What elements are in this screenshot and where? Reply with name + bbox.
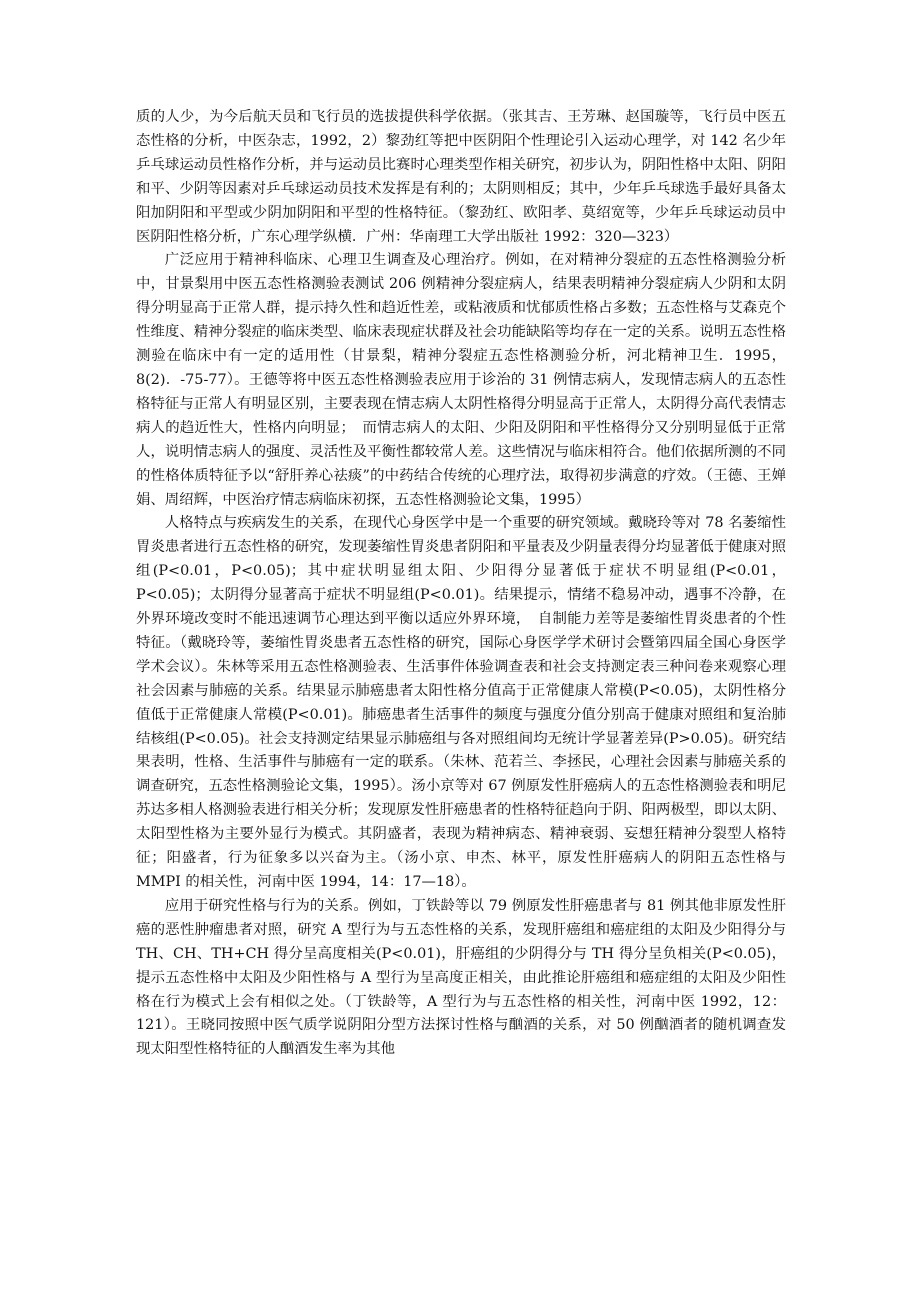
paragraph-continuation: 质的人少，为今后航天员和飞行员的选拔提供科学依据。（张其吉、王芳琳、赵国璇等，飞行员中医五态性格的分析，中医杂志，1992，2）黎劲红等把中医阴阳个性理论引入运动心理学，对 142 名少年乒乓球运动员性格作分析，并与运动员比赛时心理类型作相关研究，初步认为，阴阳性格中太阳、阴阳和平、少阴等因素对乒乓球运动员技术发挥是有利的；太阴则相反；其中，少年乒乓球选手最好具备太阳加阴阳和平型或少阴加阴阳和平型的性格特征。（黎劲红、欧阳孝、莫绍宽等，少年乒乓球运动员中医阴阳性格分析，广东心理学纵横．广州：华南理工大学出版社 1992：320—323）: [136, 109, 786, 245]
paragraph-personality-behavior: 应用于研究性格与行为的关系。例如，丁铁龄等以 79 例原发性肝癌患者与 81 例其他非原发性肝癌的恶性肿瘤患者对照，研究 A 型行为与五态性格的关系，发现肝癌组和癌症组的太阳及少阳得分与 TH、CH、TH+CH 得分呈高度相关(P<0.01)，肝癌组的少阴得分与 TH 得分呈负相关(P<0.05)，提示五态性格中太阳及少阳性格与 A 型行为呈高度正相关，由此推论肝癌组和癌症组的太阳及少阳性格在行为模式上会有相似之处。（丁铁龄等，A 型行为与五态性格的相关性，河南中医 1992，12：121）。王晓同按照中医气质学说阴阳分型方法探讨性格与酗酒的关系，对 50 例酗酒者的随机调查发现太阳型性格特征的人酗酒发生率为其他: [136, 897, 786, 1058]
paragraph-psychiatry-application: 广泛应用于精神科临床、心理卫生调查及心理治疗。例如，在对精神分裂症的五态性格测验分析中，甘景梨用中医五态性格测验表测试 206 例精神分裂症病人，结果表明精神分裂症病人少阴和太阴得分明显高于正常人群，提示持久性和趋近性差，或粘液质和忧郁质性格占多数；五态性格与艾森克个性维度、精神分裂症的临床类型、临床表现症状群及社会功能缺陷等均存在一定的关系。说明五态性格测验在临床中有一定的适用性（甘景梨，精神分裂症五态性格测验分析，河北精神卫生．1995，8(2)．-75-77）。王德等将中医五态性格测验表应用于诊治的 31 例情志病人，发现情志病人的五态性格特征与正常人有明显区别，主要表现在情志病人太阴性格得分明显高于正常人，太阴得分高代表情志病人的趋近性大，性格内向明显； 而情志病人的太阳、少阳及阴阳和平性格得分又分别明显低于正常人，说明情志病人的强度、灵活性及平衡性都较常人差。这些情况与临床相符合。他们依据所测的不同的性格体质特征予以“舒肝养心祛痰”的中药结合传统的心理疗法，取得初步满意的疗效。（王德、王婵娟、周绍辉，中医治疗情志病临床初探，五态性格测验论文集，1995）: [136, 252, 786, 508]
paragraph-personality-disease: 人格特点与疾病发生的关系，在现代心身医学中是一个重要的研究领域。戴晓玲等对 78 名萎缩性胃炎患者进行五态性格的研究，发现萎缩性胃炎患者阴阳和平量表及少阴量表得分均显著低于健康对照组(P<0.01，P<0.05)；其中症状明显组太阳、少阳得分显著低于症状不明显组(P<0.01，P<0.05)；太阴得分显著高于症状不明显组(P<0.01)。结果提示，情绪不稳易冲动，遇事不冷静，在外界环境改变时不能迅速调节心理达到平衡以适应外界环境， 自制能力差等是萎缩性胃炎患者的个性特征。（戴晓玲等，萎缩性胃炎患者五态性格的研究，国际心身医学学术研讨会暨第四届全国心身医学学术会议）。朱林等采用五态性格测验表、生活事件体验调查表和社会支持测定表三种问卷来观察心理社会因素与肺癌的关系。结果显示肺癌患者太阳性格分值高于正常健康人常模(P<0.05)，太阴性格分值低于正常健康人常模(P<0.01)。肺癌患者生活事件的频度与强度分值分别高于健康对照组和复治肺结核组(P<0.05)。社会支持测定结果显示肺癌组与各对照组间均无统计学显著差异(P>0.05)。研究结果表明，性格、生活事件与肺癌有一定的联系。（朱林、范若兰、李拯民，心理社会因素与肺癌关系的调查研究，五态性格测验论文集，1995）。汤小京等对 67 例原发性肝癌病人的五态性格测验表和明尼苏达多相人格测验表进行相关分析；发现原发性肝癌患者的性格特征趋向于阴、阳两极型，即以太阴、太阳型性格为主要外显行为模式。其阴盛者，表现为精神病态、精神衰弱、妄想狂精神分裂型人格特征；阳盛者，行为征象多以兴奋为主。（汤小京、申杰、林平，原发性肝癌病人的阴阳五态性格与 MMPI 的相关性，河南中医 1994，14：17—18）。: [136, 515, 786, 890]
document-page: [136, 106, 786, 1062]
